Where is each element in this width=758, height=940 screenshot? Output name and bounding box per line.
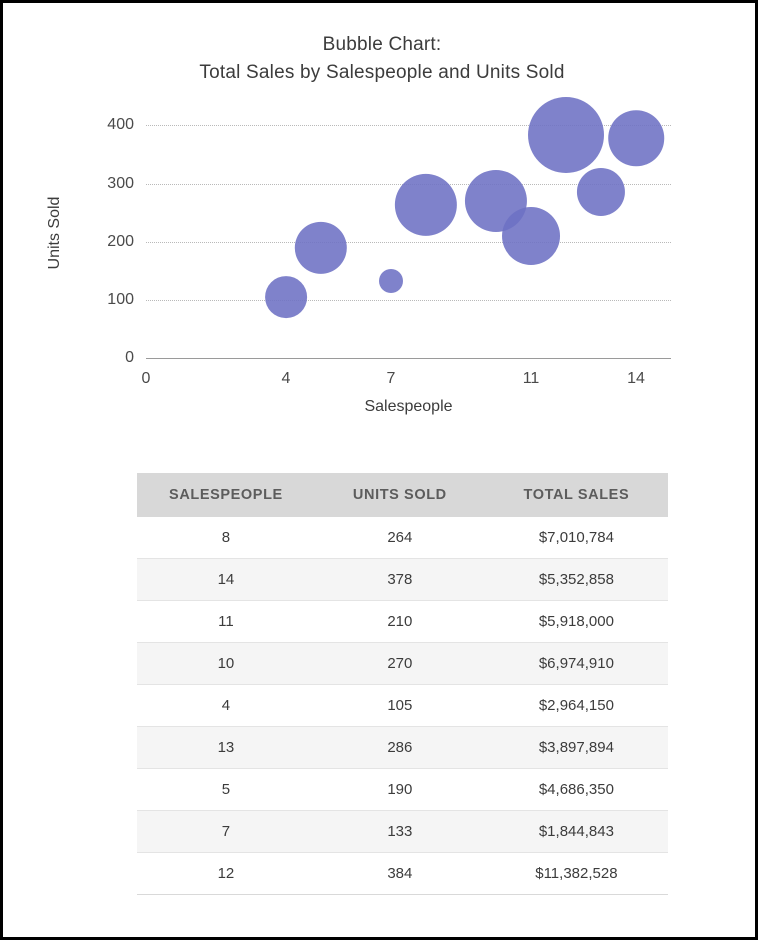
table-cell: $11,382,528 bbox=[485, 853, 668, 895]
table-cell: 190 bbox=[315, 769, 485, 811]
table-cell: 10 bbox=[137, 643, 315, 685]
table-cell: 264 bbox=[315, 517, 485, 559]
table-cell: 14 bbox=[137, 559, 315, 601]
data-table bbox=[137, 473, 668, 895]
table-cell: 105 bbox=[315, 685, 485, 727]
table-cell: 13 bbox=[137, 727, 315, 769]
table-cell: 270 bbox=[315, 643, 485, 685]
x-axis-tick-label: 0 bbox=[141, 370, 151, 387]
table-row bbox=[137, 853, 668, 895]
table-cell: $4,686,350 bbox=[485, 769, 668, 811]
table-cell: $1,844,843 bbox=[485, 811, 668, 853]
data-table-wrap bbox=[137, 473, 668, 895]
x-axis-label: Salespeople bbox=[364, 398, 453, 415]
bubble-point bbox=[608, 110, 664, 166]
bubble-point bbox=[395, 173, 457, 235]
table-cell: 378 bbox=[315, 559, 485, 601]
x-axis-tick-label: 11 bbox=[522, 370, 540, 387]
bubble-chart bbox=[3, 98, 758, 438]
table-row bbox=[137, 727, 668, 769]
table-cell: 133 bbox=[315, 811, 485, 853]
plot-area bbox=[107, 108, 671, 387]
x-axis-tick-label: 4 bbox=[281, 370, 291, 387]
table-body bbox=[137, 517, 668, 895]
table-header-row bbox=[137, 473, 668, 517]
bubble-point bbox=[465, 170, 527, 232]
bubble-point bbox=[577, 168, 625, 216]
table-header bbox=[137, 473, 668, 517]
y-axis-tick-label: 400 bbox=[107, 116, 134, 134]
gridline bbox=[146, 242, 671, 243]
table-cell: $2,964,150 bbox=[485, 685, 668, 727]
x-axis-line bbox=[146, 358, 671, 359]
y-axis-tick-label: 0 bbox=[125, 349, 134, 366]
y-axis-tick-label: 200 bbox=[107, 232, 134, 250]
table-cell: 11 bbox=[137, 601, 315, 643]
bubble-point bbox=[265, 276, 307, 318]
table-row bbox=[137, 685, 668, 727]
gridline bbox=[146, 300, 671, 301]
column-header-total-sales: TOTAL SALES bbox=[485, 473, 668, 517]
page-title-line-1: Bubble Chart: bbox=[322, 34, 442, 55]
table-cell: $6,974,910 bbox=[485, 643, 668, 685]
bubble-point bbox=[295, 221, 347, 273]
table-cell: $5,918,000 bbox=[485, 601, 668, 643]
table-cell: 5 bbox=[137, 769, 315, 811]
table-row bbox=[137, 517, 668, 559]
table-cell: 210 bbox=[315, 601, 485, 643]
bubble-point bbox=[528, 97, 604, 173]
x-axis-tick-label: 14 bbox=[627, 370, 645, 387]
page-title-line-2: Total Sales by Salespeople and Units Sold bbox=[199, 62, 565, 83]
table-cell: $5,352,858 bbox=[485, 559, 668, 601]
table-row bbox=[137, 769, 668, 811]
table-cell: 286 bbox=[315, 727, 485, 769]
table-cell: 8 bbox=[137, 517, 315, 559]
y-axis-label: Units Sold bbox=[46, 196, 63, 270]
table-cell: $7,010,784 bbox=[485, 517, 668, 559]
table-cell: 12 bbox=[137, 853, 315, 895]
column-header-units-sold: UNITS SOLD bbox=[315, 473, 485, 517]
x-axis-tick-label: 7 bbox=[386, 370, 396, 387]
y-axis-tick-label: 300 bbox=[107, 174, 134, 192]
y-axis-tick-label: 100 bbox=[107, 290, 134, 308]
page-title bbox=[3, 31, 758, 87]
column-header-salespeople: SALESPEOPLE bbox=[137, 473, 315, 517]
table-cell: 7 bbox=[137, 811, 315, 853]
table-row bbox=[137, 559, 668, 601]
table-cell: 384 bbox=[315, 853, 485, 895]
table-row bbox=[137, 643, 668, 685]
table-row bbox=[137, 601, 668, 643]
table-cell: $3,897,894 bbox=[485, 727, 668, 769]
table-row bbox=[137, 811, 668, 853]
table-cell: 4 bbox=[137, 685, 315, 727]
bubble-point bbox=[379, 269, 403, 293]
